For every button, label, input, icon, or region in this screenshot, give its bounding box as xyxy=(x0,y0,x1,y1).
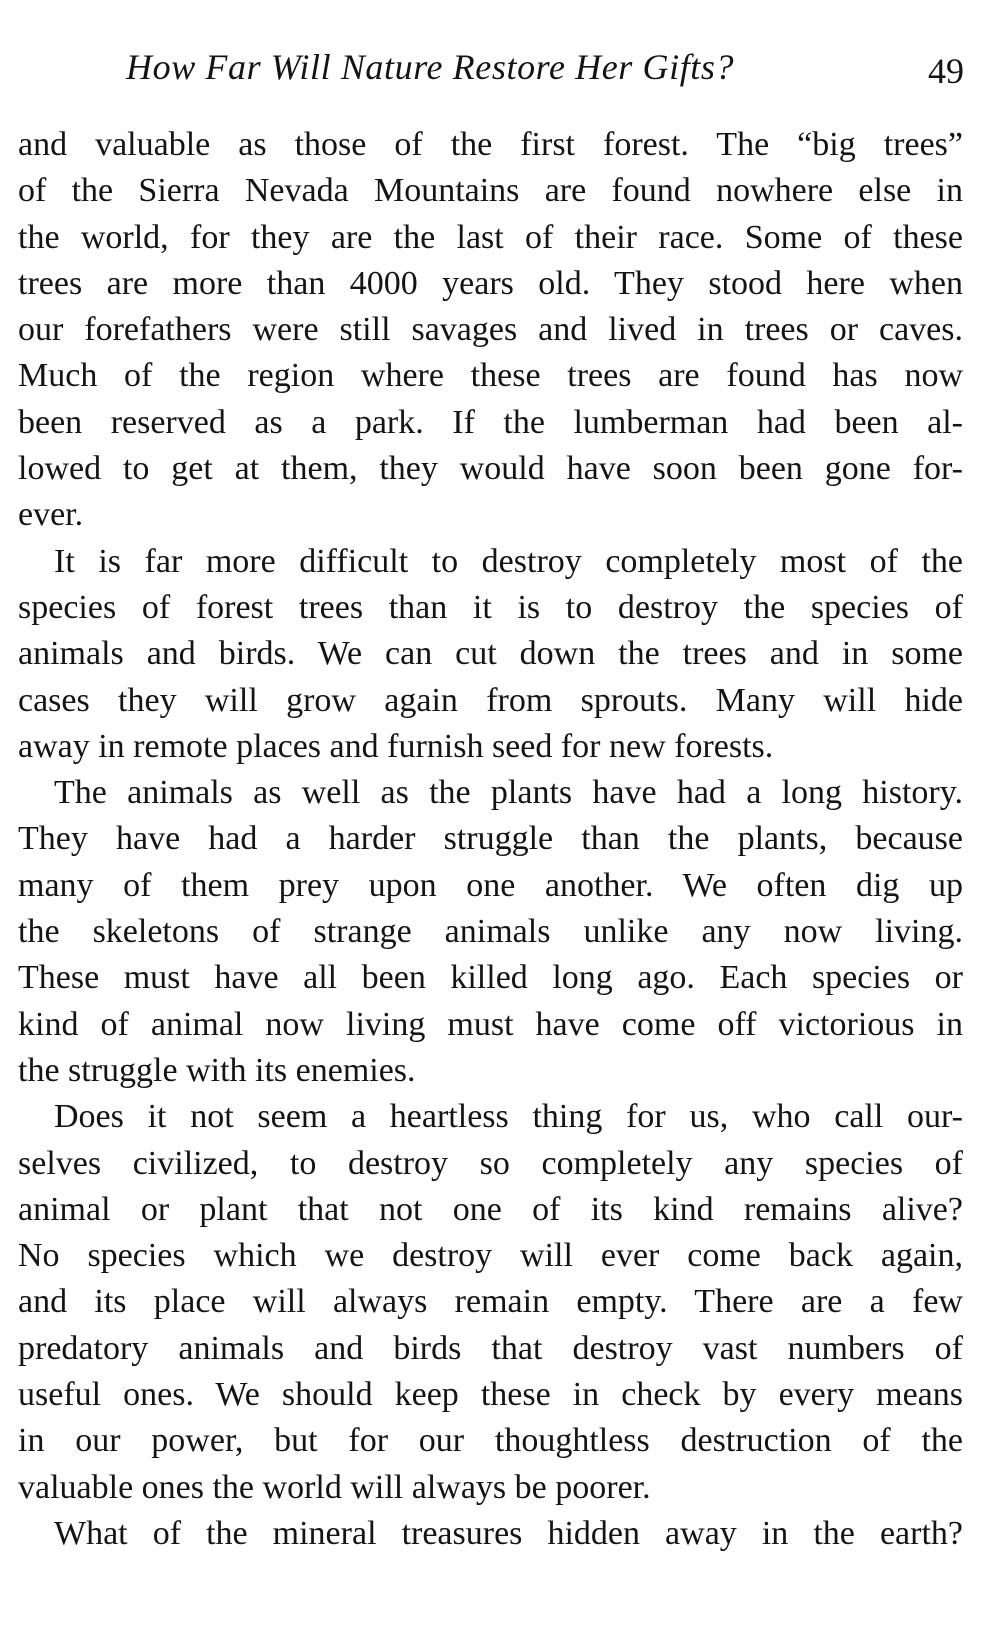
page-number: 49 xyxy=(928,51,964,91)
text-line: and valuable as those of the first forest. The “big trees” xyxy=(18,126,963,163)
text-line: They have had a harder struggle than the plants, because xyxy=(18,820,963,858)
text-line: Does it not seem a heartless thing for us, who call our- xyxy=(54,1098,963,1136)
body-text xyxy=(18,122,963,1557)
text-line: animal or plant that not one of its kind remains alive? xyxy=(18,1190,963,1228)
text-line: species of forest trees than it is to destroy the species of xyxy=(18,588,963,626)
text-line: in our power, but for our thoughtless destruction of the xyxy=(18,1422,963,1460)
text-line: Much of the region where these trees are found has now xyxy=(18,357,963,395)
text-line: cases they will grow again from sprouts. Many will hide xyxy=(18,681,963,719)
text-line: The animals as well as the plants have had a long history. xyxy=(54,774,963,812)
text-line: kind of animal now living must have come off victorious in xyxy=(18,1005,963,1043)
text-line: lowed to get at them, they would have soon been gone for- xyxy=(18,450,963,488)
text-line: many of them prey upon one another. We often dig up xyxy=(18,866,963,904)
text-line: ever. xyxy=(18,496,84,534)
text-line: away in remote places and furnish seed for new forests. xyxy=(18,727,774,765)
text-line: It is far more difficult to destroy completely most of the xyxy=(54,542,963,580)
text-line: What of the mineral treasures hidden away in the earth? xyxy=(54,1514,963,1552)
text-line: useful ones. We should keep these in check by every means xyxy=(18,1376,963,1414)
text-line: valuable ones the world will always be poorer. xyxy=(18,1468,651,1506)
text-line: the world, for they are the last of their race. Some of these xyxy=(18,218,963,256)
text-line: No species which we destroy will ever come back again, xyxy=(18,1237,963,1275)
text-line: predatory animals and birds that destroy vast numbers of xyxy=(18,1329,963,1367)
running-head xyxy=(0,38,1000,98)
running-title: How Far Will Nature Restore Her Gifts? xyxy=(126,47,735,87)
text-line: our forefathers were still savages and lived in trees or caves. xyxy=(18,311,963,349)
text-line: of the Sierra Nevada Mountains are found nowhere else in xyxy=(18,172,963,210)
text-line: the struggle with its enemies. xyxy=(18,1051,416,1089)
text-line: selves civilized, to destroy so completely any species of xyxy=(18,1144,963,1182)
text-line: These must have all been killed long ago. Each species or xyxy=(18,959,963,997)
text-line: the skeletons of strange animals unlike any now living. xyxy=(18,913,963,951)
text-line: and its place will always remain empty. There are a few xyxy=(18,1283,963,1321)
text-line: been reserved as a park. If the lumberman had been al- xyxy=(18,403,963,441)
text-line: animals and birds. We can cut down the trees and in some xyxy=(18,635,963,673)
text-line: trees are more than 4000 years old. They stood here when xyxy=(18,264,963,302)
